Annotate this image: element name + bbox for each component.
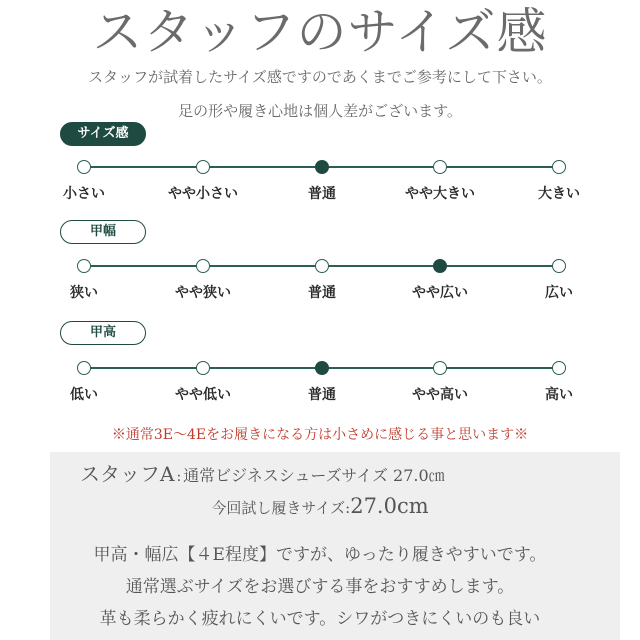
instep-width-dot-2 — [315, 259, 329, 273]
size-feel-dot-1 — [196, 160, 210, 174]
staff-usual-size — [80, 458, 445, 487]
instep-height-dot-3 — [433, 361, 447, 375]
instep-height-option-3: やや高い — [412, 387, 468, 403]
size-feel-option-3: やや大きい — [405, 186, 475, 202]
instep-height-option-1: やや低い — [175, 387, 231, 403]
size-feel-dot-2 — [315, 160, 329, 174]
staff-comment-3: 革も柔らかく疲れにくいです。シワがつきにくいのも良い — [99, 609, 541, 629]
instep-width-badge: 甲幅 — [60, 220, 146, 244]
subtitle-disclaimer: スタッフが試着したサイズ感ですのであくまでご参考にして下さい。 — [88, 68, 552, 86]
subtitle-fit-note: 足の形や履き心地は個人差がございます。 — [178, 102, 462, 120]
staff-name: スタッフA — [80, 462, 175, 486]
instep-height-option-4: 高い — [545, 387, 573, 403]
instep-height-dot-1 — [196, 361, 210, 375]
page-title: スタッフのサイズ感 — [92, 3, 548, 61]
size-feel-badge: サイズ感 — [60, 122, 146, 146]
size-feel-option-0: 小さい — [63, 186, 105, 202]
instep-width-option-2: 普通 — [308, 285, 336, 301]
size-feel-option-1: やや小さい — [168, 186, 238, 202]
staff-colon: : — [176, 469, 182, 485]
trial-size — [0, 494, 640, 518]
instep-width-option-0: 狭い — [70, 285, 98, 301]
instep-width-option-4: 広い — [545, 285, 573, 301]
trial-size-value: 27.0cm — [350, 494, 429, 518]
instep-height-badge: 甲高 — [60, 321, 146, 345]
instep-height-dot-0 — [77, 361, 91, 375]
size-feel-dot-3 — [433, 160, 447, 174]
instep-width-dot-3 — [433, 259, 447, 273]
staff-comment-2: 通常選ぶサイズをお選びする事をおすすめします。 — [125, 577, 515, 597]
wide-foot-note: ※通常3E～4Eをお履きになる方は小さめに感じる事と思います※ — [111, 427, 529, 443]
size-feel-dot-4 — [552, 160, 566, 174]
instep-width-option-1: やや狭い — [175, 285, 231, 301]
instep-height-option-2: 普通 — [308, 387, 336, 403]
size-feel-option-4: 大きい — [538, 186, 580, 202]
instep-width-dot-4 — [552, 259, 566, 273]
trial-size-label: 今回試し履きサイズ: — [211, 499, 351, 517]
staff-comment-1: 甲高・幅広【４E程度】ですが、ゆったり履きやすいです。 — [93, 545, 547, 565]
instep-width-option-3: やや広い — [412, 285, 468, 301]
staff-usual-size-text: 通常ビジネスシューズサイズ 27.0㎝ — [183, 466, 445, 485]
instep-height-dot-2 — [315, 361, 329, 375]
instep-height-option-0: 低い — [70, 387, 98, 403]
instep-width-dot-1 — [196, 259, 210, 273]
instep-height-dot-4 — [552, 361, 566, 375]
instep-width-dot-0 — [77, 259, 91, 273]
size-feel-dot-0 — [77, 160, 91, 174]
size-feel-option-2: 普通 — [308, 186, 336, 202]
